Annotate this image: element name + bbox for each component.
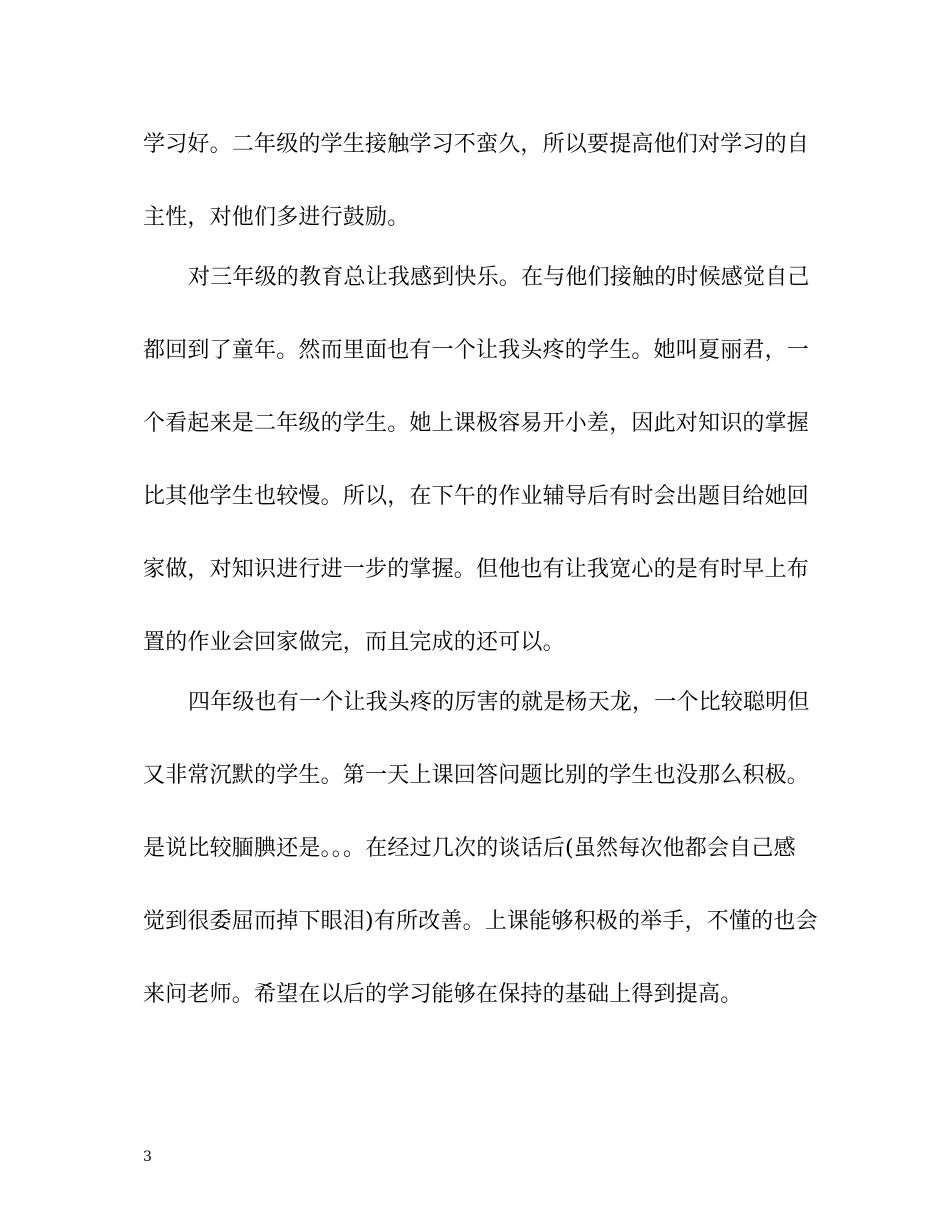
text-line: 学习好。二年级的学生接触学习不蛮久，所以要提高他们对学习的自 bbox=[143, 132, 810, 157]
text-line: 是说比较腼腆还是。。。在经过几次的谈话后(虽然每次他都会自己感 bbox=[143, 836, 796, 861]
text-line: 比其他学生也较慢。所以，在下午的作业辅导后有时会出题目给她回 bbox=[143, 484, 810, 509]
text-line: 都回到了童年。然而里面也有一个让我头疼的学生。她叫夏丽君，一 bbox=[143, 338, 810, 363]
page-number: 3 bbox=[143, 1149, 152, 1165]
text-line: 主性，对他们多进行鼓励。 bbox=[143, 205, 410, 230]
text-line: 觉到很委屈而掉下眼泪)有所改善。上课能够积极的举手，不懂的也会 bbox=[143, 909, 818, 934]
text-line: 又非常沉默的学生。第一天上课回答问题比别的学生也没那么积极。 bbox=[143, 763, 810, 788]
paragraph-start-line: 对三年级的教育总让我感到快乐。在与他们接触的时候感觉自己 bbox=[188, 265, 810, 290]
text-line: 来问老师。希望在以后的学习能够在保持的基础上得到提高。 bbox=[143, 982, 743, 1007]
text-line: 家做，对知识进行进一步的掌握。但他也有让我宽心的是有时早上布 bbox=[143, 557, 810, 582]
text-line: 个看起来是二年级的学生。她上课极容易开小差，因此对知识的掌握 bbox=[143, 411, 810, 436]
paragraph-start-line: 四年级也有一个让我头疼的厉害的就是杨天龙，一个比较聪明但 bbox=[188, 690, 810, 715]
text-line: 置的作业会回家做完，而且完成的还可以。 bbox=[143, 630, 565, 655]
